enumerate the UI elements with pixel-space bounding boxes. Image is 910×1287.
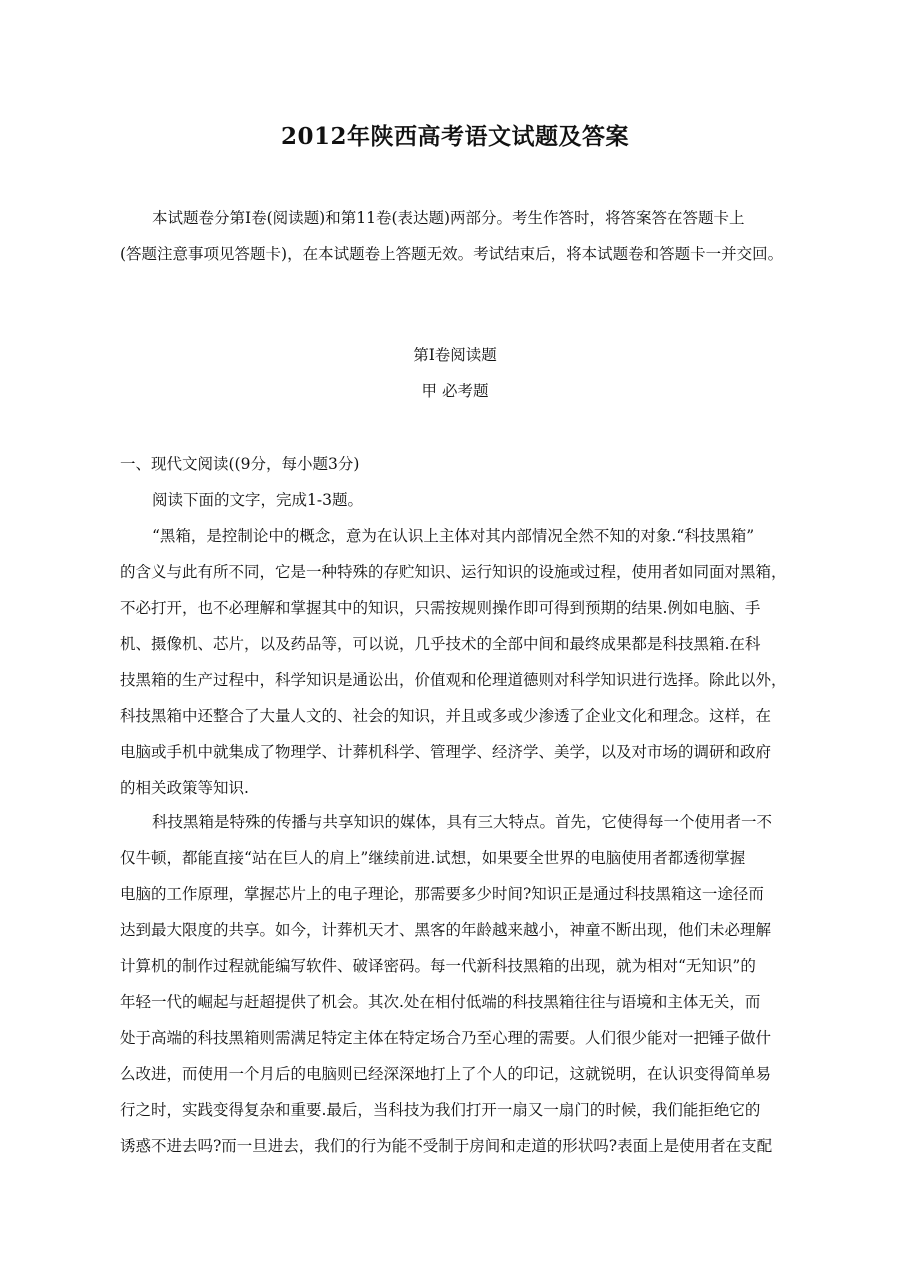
paragraph-line: “黑箱，是控制论中的概念，意为在认识上主体对其内部情况全然不知的对象.“科技黑箱” — [152, 527, 755, 545]
paragraph-line: 机、摄像机、芯片，以及药品等，可以说，几乎技术的全部中间和最终成果都是科技黑箱.在科 — [120, 635, 761, 653]
question-instruction: 阅读下面的文字，完成1-3题。 — [152, 491, 363, 509]
paragraph-line: 诱惑不进去吗?而一旦进去，我们的行为能不受制于房间和走道的形状吗?表面上是使用者在支配 — [120, 1137, 773, 1155]
paragraph-line: 行之时，实践变得复杂和重要.最后，当科技为我们打开一扇又一扇门的时候，我们能拒绝它的 — [120, 1101, 761, 1119]
paragraph-line: 达到最大限度的共享。如今，计葬机天才、黑客的年龄越来越小，神童不断出现，他们未必理解 — [120, 921, 772, 939]
paragraph-line: 计算机的制作过程就能编写软件、破译密码。每一代新科技黑箱的出现，就为相对“无知识”的 — [120, 957, 756, 975]
paragraph-line: 电脑或手机中就集成了物理学、计葬机科学、管理学、经济学、美学，以及对市场的调研和政府 — [120, 743, 772, 761]
intro-line: (答题注意事项见答题卡)，在本试题卷上答题无效。考试结束后，将本试题卷和答题卡一并交回。 — [120, 245, 784, 263]
paragraph-line: 科技黑箱是特殊的传播与共享知识的媒体，具有三大特点。首先，它使得每一个使用者一不 — [152, 813, 773, 831]
paragraph-line: 么改进，而使用一个月后的电脑则已经深深地打上了个人的印记，这就锐明，在认识变得简单易 — [120, 1065, 772, 1083]
paragraph-line: 科技黑箱中还整合了大量人文的、社会的知识，并且或多或少渗透了企业文化和理念。这样，在 — [120, 707, 772, 725]
paragraph-2 — [120, 804, 810, 1164]
section-heading: 第Ⅰ卷阅读题 — [413, 346, 497, 364]
paragraph-line: 仅牛顿，都能直接“站在巨人的肩上”继续前进.试想，如果要全世界的电脑使用者都透彻掌握 — [120, 849, 746, 867]
paragraph-1 — [120, 518, 810, 806]
paragraph-line: 不必打开，也不必理解和掌握其中的知识，只需按规则操作即可得到预期的结果.例如电脑、手 — [120, 599, 761, 617]
paragraph-line: 的相关政策等知识. — [120, 779, 249, 797]
paragraph-line: 的含义与此有所不同，它是一种特殊的存贮知识、运行知识的设施或过程，使用者如同面对黑箱， — [120, 563, 787, 581]
subsection-heading: 甲 必考题 — [421, 382, 489, 400]
paragraph-line: 电脑的工作原理，掌握芯片上的电子理论，那需要多少时间?知识正是通过科技黑箱这一途径而 — [120, 885, 764, 903]
document-title: 2012年陕西高考语文试题及答案 — [280, 123, 629, 150]
paragraph-line: 年轻一代的崛起与赶超提供了机会。其次.处在相付低端的科技黑箱往往与语境和主体无关，而 — [120, 993, 761, 1011]
paragraph-line: 技黑箱的生产过程中，科学知识是通讼出，价值观和伦理道德则对科学知识进行选择。除此以外， — [120, 671, 787, 689]
intro-paragraph — [120, 200, 810, 272]
question-heading: 一、现代文阅读((9分，每小题3分) — [120, 455, 360, 473]
intro-line: 本试题卷分第Ⅰ卷(阅读题)和第11卷(表达题)两部分。考生作答时，将答案答在答题卡上 — [152, 209, 745, 227]
paragraph-line: 处于高端的科技黑箱则需满足特定主体在特定场合乃至心理的需要。人们很少能对一把锤子做什 — [120, 1029, 772, 1047]
